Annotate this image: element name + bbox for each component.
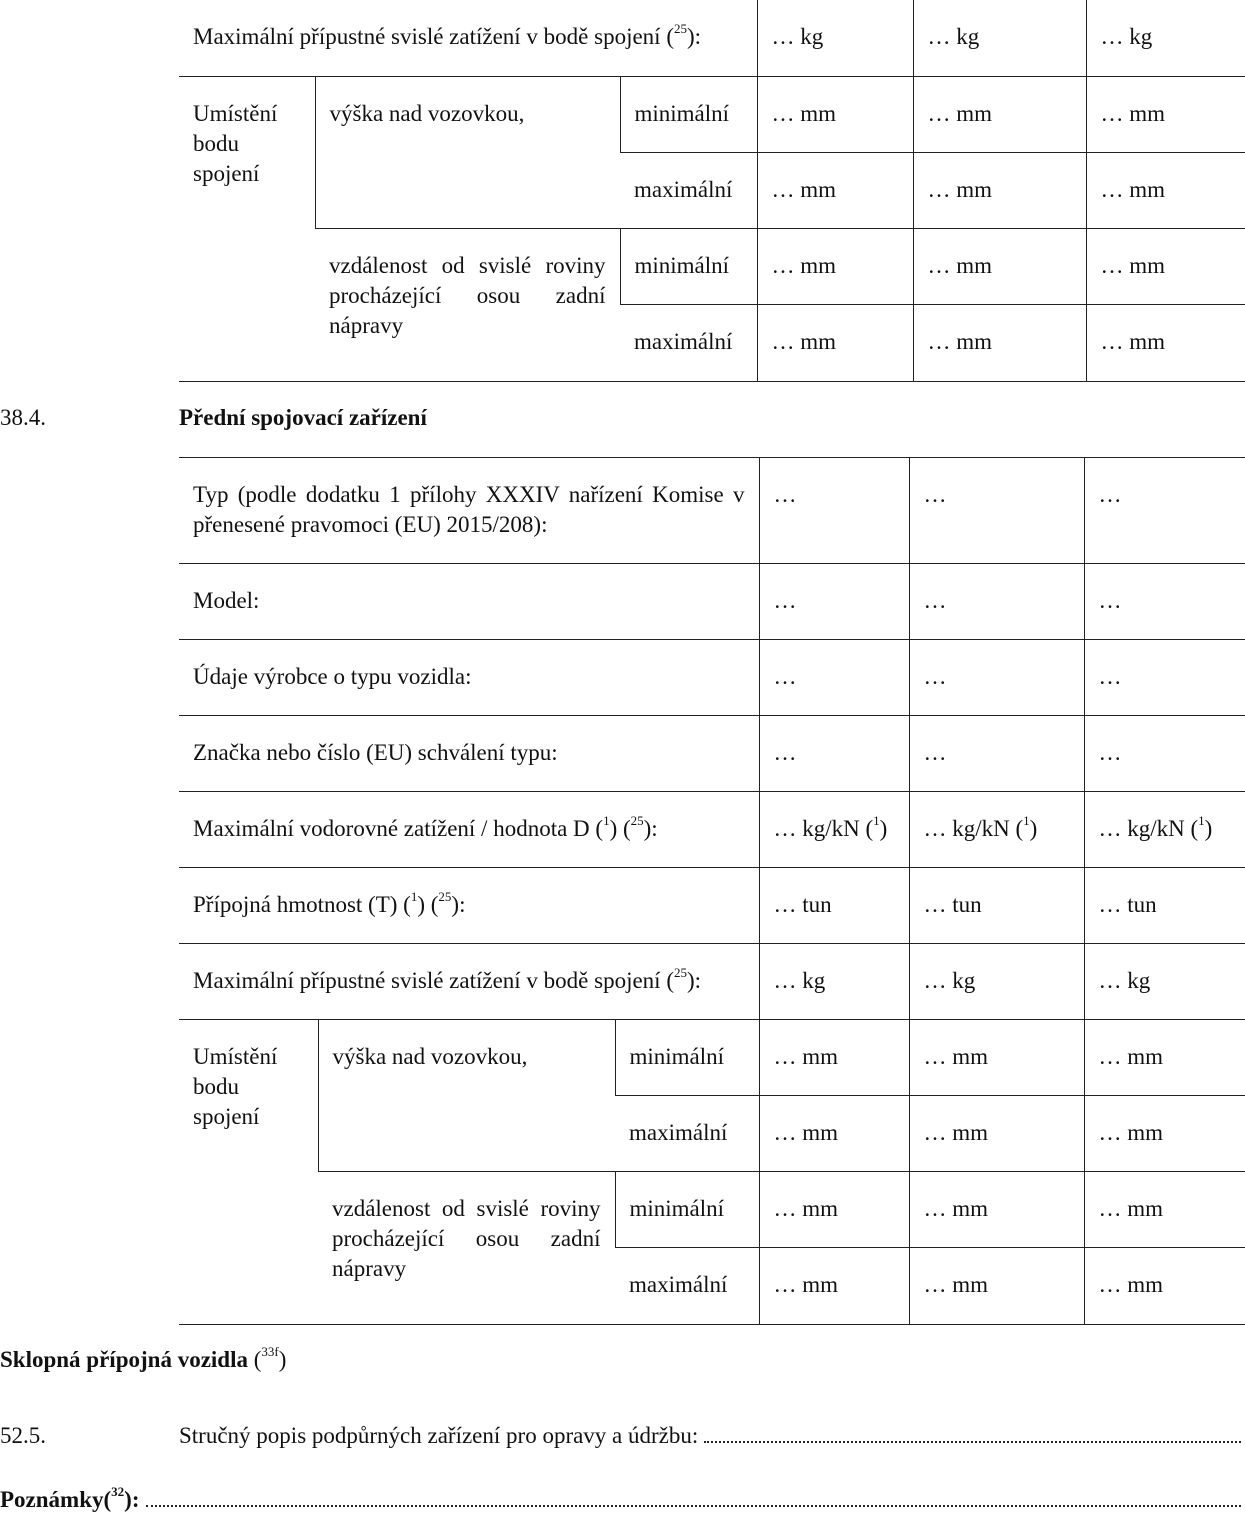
cell-value: … mm (1084, 1020, 1245, 1096)
section-title-front-coupling: Přední spojovací zařízení (179, 405, 427, 430)
cell-value: … tun (909, 868, 1084, 944)
cell-value: … kg/kN ($^1$) (1084, 792, 1245, 868)
cell-value: … (1084, 716, 1245, 792)
type-label: Typ (podle dodatku 1 přílohy XXXIV nařízení Komise v přenesené pravomoci (EU) 2015/208): (179, 458, 759, 564)
notes-label: Poznámky($^{32}$): (0, 1484, 140, 1512)
cell-value: … mm (1086, 152, 1245, 228)
fill-in-dotted-line[interactable] (146, 1487, 1242, 1507)
cell-value: … mm (909, 1172, 1084, 1248)
max-vertical-load-label: Maximální přípustné svislé zatížení v bodě spojení ($^{25}$): (179, 0, 757, 76)
cell-value: … (909, 458, 1084, 564)
cell-value: … mm (1086, 228, 1245, 304)
cell-value: … mm (1084, 1248, 1245, 1325)
section-number-38-4: 38.4. (0, 405, 46, 430)
cell-value: … mm (1084, 1096, 1245, 1172)
cell-value: … mm (759, 1096, 909, 1172)
section-52-5-text: Stručný popis podpůrných zařízení pro opravy a údržbu: (179, 1423, 699, 1448)
distance-label: vzdálenost od svislé roviny procházející osou zadní nápravy (318, 1172, 615, 1325)
minimum-label: minimální (620, 76, 757, 152)
minimum-label: minimální (615, 1020, 759, 1096)
section-number-52-5: 52.5. (0, 1423, 46, 1448)
model-label: Model: (179, 564, 759, 640)
cell-value: … kg/kN ($^1$) (759, 792, 909, 868)
cell-value: … mm (913, 152, 1086, 228)
coupling-location-label: Umístění bodu spojení (179, 76, 315, 381)
cell-value: … mm (909, 1248, 1084, 1325)
max-horizontal-load-label: Maximální vodorovné zatížení / hodnota D ($^1$) ($^{25}$): (179, 792, 759, 868)
cell-value: … kg (1086, 0, 1245, 76)
cell-value: … kg/kN ($^1$) (909, 792, 1084, 868)
cell-value: … kg (759, 944, 909, 1020)
section-52-5-line (179, 1423, 1241, 1449)
height-label: výška nad vozovkou, (318, 1020, 615, 1172)
cell-value: … kg (909, 944, 1084, 1020)
cell-value: … mm (759, 1020, 909, 1096)
front-coupling-table (179, 457, 1245, 1325)
cell-value: … mm (1084, 1172, 1245, 1248)
approval-number-label: Značka nebo číslo (EU) schválení typu: (179, 716, 759, 792)
trailer-mass-label: Přípojná hmotnost (T) ($^1$) ($^{25}$): (179, 868, 759, 944)
cell-value: … mm (909, 1020, 1084, 1096)
maximum-label: maximální (615, 1248, 759, 1325)
cell-value: … kg (913, 0, 1086, 76)
cell-value: … (1084, 458, 1245, 564)
manufacturer-type-label: Údaje výrobce o typu vozidla: (179, 640, 759, 716)
cell-value: … (759, 564, 909, 640)
cell-value: … mm (757, 304, 913, 381)
cell-value: … kg (757, 0, 913, 76)
cell-value: … tun (1084, 868, 1245, 944)
coupling-location-label: Umístění bodu spojení (179, 1020, 318, 1325)
cell-value: … mm (913, 304, 1086, 381)
height-label: výška nad vozovkou, (315, 76, 620, 228)
maximum-label: maximální (615, 1096, 759, 1172)
cell-value: … tun (759, 868, 909, 944)
tilting-trailers-heading: Sklopná přípojná vozidla ($^{33f}$) (0, 1344, 287, 1372)
distance-label: vzdálenost od svislé roviny procházející osou zadní nápravy (315, 228, 620, 381)
cell-value: … mm (757, 228, 913, 304)
max-vertical-load-label: Maximální přípustné svislé zatížení v bodě spojení ($^{25}$): (179, 944, 759, 1020)
minimum-label: minimální (615, 1172, 759, 1248)
cell-value: … (909, 716, 1084, 792)
cell-value: … mm (759, 1248, 909, 1325)
cell-value: … (1084, 640, 1245, 716)
minimum-label: minimální (620, 228, 757, 304)
notes-line (0, 1484, 1241, 1513)
cell-value: … mm (759, 1172, 909, 1248)
cell-value: … mm (757, 76, 913, 152)
cell-value: … (909, 640, 1084, 716)
cell-value: … (759, 640, 909, 716)
cell-value: … (909, 564, 1084, 640)
cell-value: … mm (909, 1096, 1084, 1172)
maximum-label: maximální (620, 152, 757, 228)
cell-value: … (1084, 564, 1245, 640)
cell-value: … mm (913, 76, 1086, 152)
cell-value: … mm (1086, 304, 1245, 381)
cell-value: … kg (1084, 944, 1245, 1020)
cell-value: … (759, 458, 909, 564)
cell-value: … (759, 716, 909, 792)
coupling-table-top (179, 0, 1245, 382)
cell-value: … mm (757, 152, 913, 228)
fill-in-dotted-line[interactable] (704, 1423, 1241, 1443)
maximum-label: maximální (620, 304, 757, 381)
cell-value: … mm (1086, 76, 1245, 152)
cell-value: … mm (913, 228, 1086, 304)
